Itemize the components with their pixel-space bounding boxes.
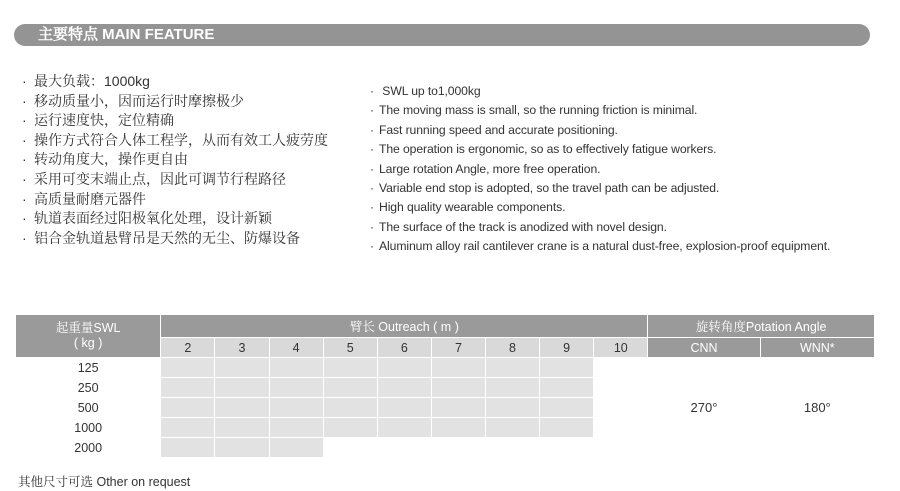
- bullet: ·: [22, 151, 27, 168]
- swl-header-label: 起重量SWL: [55, 321, 121, 335]
- table-row: [16, 358, 875, 378]
- available-cell: [377, 398, 431, 418]
- load-cell: 2000: [16, 438, 161, 458]
- outreach-header: 臂长 Outreach ( m ): [161, 315, 648, 338]
- available-cell: [485, 418, 539, 438]
- footnote: 其他尺寸可选 Other on request: [18, 475, 191, 489]
- rotation-type-header: CNN: [648, 338, 760, 358]
- feature-en-item: [370, 140, 830, 159]
- feature-en-text: The operation is ergonomic, so as to effectively fatigue workers.: [379, 142, 717, 157]
- bullet: ·: [22, 73, 27, 89]
- rotation-angle-header: 旋转角度Potation Angle: [648, 315, 875, 338]
- feature-en-text: Variable end stop is adopted, so the travel path can be adjusted.: [379, 181, 720, 196]
- load-cell: 125: [16, 358, 161, 378]
- feature-cn-text: 转动角度大，操作更自由: [34, 151, 188, 168]
- available-cell: [269, 418, 323, 438]
- table-header-row: [16, 315, 875, 338]
- feature-en-text: The surface of the track is anodized with novel design.: [379, 219, 667, 234]
- available-cell: [161, 418, 215, 438]
- bullet: ·: [22, 170, 27, 187]
- available-cell: [377, 418, 431, 438]
- load-cell: 250: [16, 378, 161, 398]
- rotation-angle-value: 180°: [760, 358, 874, 458]
- feature-en-text: Aluminum alloy rail cantilever crane is a natural dust-free, explosion-proof equipment.: [379, 239, 831, 254]
- feature-en-item: [370, 101, 830, 120]
- feature-cn-text: 高质量耐磨元器件: [34, 190, 146, 207]
- available-cell: [377, 358, 431, 378]
- feature-cn-text: 铝合金轨道悬臂吊是天然的无尘、防爆设备: [34, 229, 300, 246]
- outreach-value-header: 8: [485, 338, 539, 358]
- bullet: ·: [370, 84, 374, 98]
- available-cell: [215, 438, 269, 458]
- bullet: ·: [22, 131, 27, 148]
- feature-cn-text: 最大负载：1000kg: [34, 73, 150, 89]
- available-cell: [431, 378, 485, 398]
- available-cell: [431, 358, 485, 378]
- available-cell: [161, 358, 215, 378]
- feature-en-item: [370, 198, 830, 217]
- feature-en-item: [370, 82, 830, 101]
- feature-cn-item: [22, 72, 328, 92]
- unavailable-cell: [594, 418, 648, 438]
- swl-header-unit: ( kg ): [73, 336, 103, 350]
- unavailable-cell: [323, 438, 377, 458]
- rotation-angle-value: 270°: [648, 358, 760, 458]
- available-cell: [269, 358, 323, 378]
- section-title: 主要特点 MAIN FEATURE: [38, 26, 215, 43]
- available-cell: [323, 378, 377, 398]
- feature-en-item: [370, 121, 830, 140]
- outreach-value-header: 5: [323, 338, 377, 358]
- unavailable-cell: [594, 398, 648, 418]
- bullet: ·: [22, 229, 27, 246]
- feature-en-text: The moving mass is small, so the running friction is minimal.: [379, 103, 698, 118]
- available-cell: [485, 398, 539, 418]
- section-header-bar: [14, 24, 870, 46]
- feature-en-text: High quality wearable components.: [379, 200, 566, 215]
- feature-cn-item: [22, 190, 328, 210]
- feature-cn-text: 操作方式符合人体工程学，从而有效工人疲劳度: [34, 131, 328, 148]
- feature-cn-text: 移动质量小，因而运行时摩擦极少: [34, 92, 244, 109]
- feature-cn-item: [22, 229, 328, 249]
- table-body: [16, 358, 875, 458]
- feature-cn-item: [22, 92, 328, 112]
- bullet: ·: [370, 219, 374, 234]
- outreach-value-header: 6: [377, 338, 431, 358]
- feature-en-item: [370, 218, 830, 237]
- feature-cn-item: [22, 111, 328, 131]
- outreach-value-header: 9: [540, 338, 594, 358]
- bullet: ·: [370, 200, 374, 215]
- feature-cn-text: 采用可变末端止点，因此可调节行程路径: [34, 170, 286, 187]
- available-cell: [540, 418, 594, 438]
- feature-cn-item: [22, 131, 328, 151]
- available-cell: [269, 438, 323, 458]
- available-cell: [485, 378, 539, 398]
- feature-cn-text: 轨道表面经过阳极氧化处理，设计新颖: [34, 210, 272, 227]
- unavailable-cell: [431, 438, 485, 458]
- features-list-chinese: [22, 72, 328, 248]
- bullet: ·: [370, 122, 374, 137]
- outreach-value-header: 10: [594, 338, 648, 358]
- feature-cn-item: [22, 209, 328, 229]
- available-cell: [323, 398, 377, 418]
- outreach-value-header: 4: [269, 338, 323, 358]
- feature-en-text: Fast running speed and accurate positioning.: [379, 122, 618, 137]
- bullet: ·: [370, 142, 374, 157]
- load-cell: 500: [16, 398, 161, 418]
- bullet: ·: [22, 92, 27, 109]
- features-list-english: [370, 82, 830, 257]
- load-cell: 1000: [16, 418, 161, 438]
- available-cell: [431, 418, 485, 438]
- bullet: ·: [370, 239, 374, 254]
- available-cell: [431, 398, 485, 418]
- feature-cn-item: [22, 170, 328, 190]
- available-cell: [323, 418, 377, 438]
- outreach-value-header: 3: [215, 338, 269, 358]
- swl-header: [16, 315, 161, 358]
- feature-cn-text: 运行速度快，定位精确: [34, 112, 174, 129]
- unavailable-cell: [377, 438, 431, 458]
- bullet: ·: [22, 210, 27, 227]
- feature-en-text: Large rotation Angle, more free operation.: [379, 161, 601, 176]
- specification-table: [15, 314, 875, 458]
- rotation-type-header: WNN*: [760, 338, 874, 358]
- available-cell: [161, 398, 215, 418]
- bullet: ·: [370, 103, 374, 118]
- available-cell: [215, 418, 269, 438]
- outreach-value-header: 2: [161, 338, 215, 358]
- bullet: ·: [22, 190, 27, 207]
- outreach-value-header: 7: [431, 338, 485, 358]
- feature-en-text: SWL up to1,000kg: [379, 84, 481, 98]
- unavailable-cell: [594, 358, 648, 378]
- unavailable-cell: [540, 438, 594, 458]
- available-cell: [215, 358, 269, 378]
- available-cell: [269, 398, 323, 418]
- available-cell: [269, 378, 323, 398]
- available-cell: [540, 358, 594, 378]
- unavailable-cell: [594, 378, 648, 398]
- available-cell: [485, 358, 539, 378]
- feature-cn-item: [22, 150, 328, 170]
- bullet: ·: [370, 181, 374, 196]
- available-cell: [215, 398, 269, 418]
- unavailable-cell: [485, 438, 539, 458]
- feature-en-item: [370, 160, 830, 179]
- available-cell: [540, 378, 594, 398]
- bullet: ·: [22, 112, 27, 129]
- available-cell: [215, 378, 269, 398]
- available-cell: [377, 378, 431, 398]
- bullet: ·: [370, 161, 374, 176]
- feature-en-item: [370, 237, 830, 256]
- available-cell: [161, 438, 215, 458]
- available-cell: [161, 378, 215, 398]
- feature-en-item: [370, 179, 830, 198]
- available-cell: [323, 358, 377, 378]
- available-cell: [540, 398, 594, 418]
- unavailable-cell: [594, 438, 648, 458]
